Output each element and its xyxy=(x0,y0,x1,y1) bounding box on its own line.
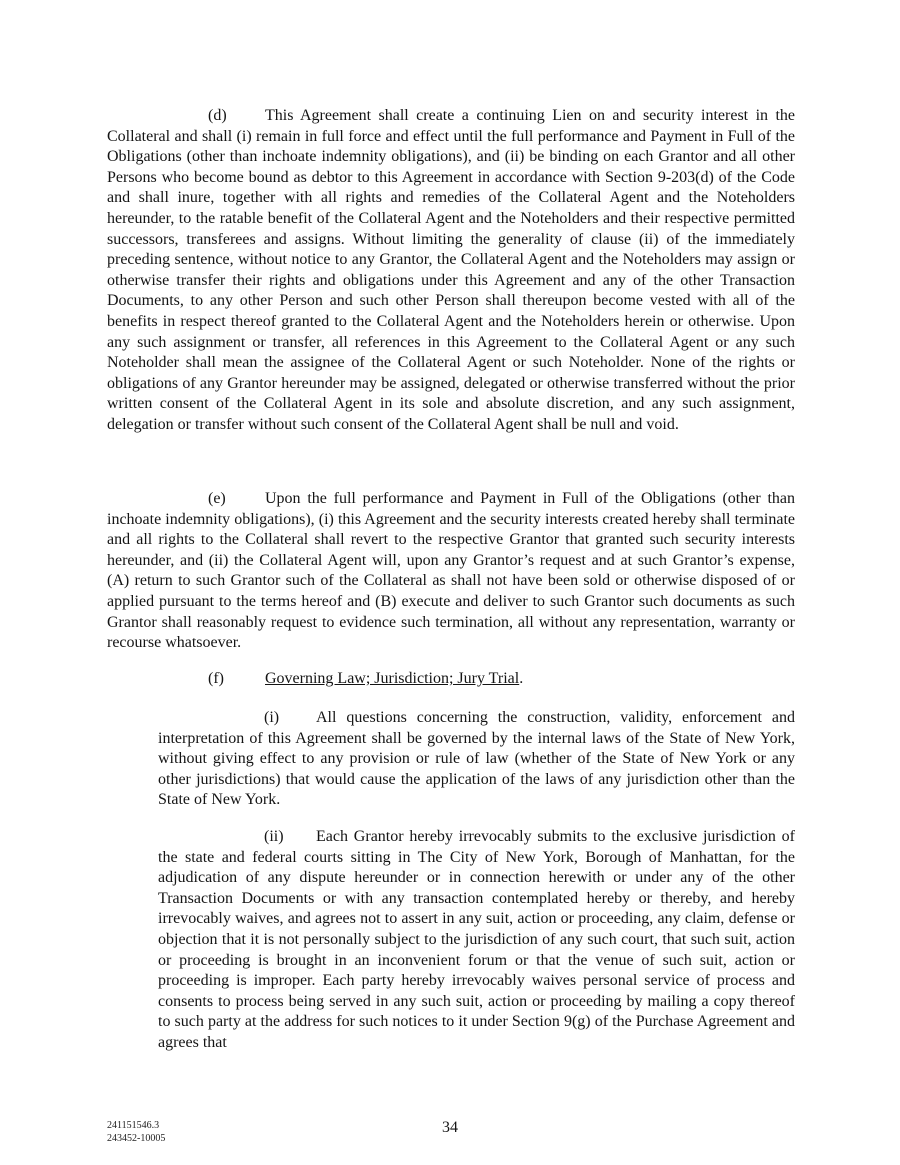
paragraph-f-heading xyxy=(208,669,798,690)
footer-doc-id-2: 243452-10005 xyxy=(107,1133,166,1144)
paragraph-f-i xyxy=(158,708,795,811)
footer-doc-id-1: 241151546.3 xyxy=(107,1120,160,1131)
paragraph-f-label: (f) xyxy=(208,670,224,687)
section-heading-period: . xyxy=(519,670,524,687)
paragraph-f-ii-label: (ii) xyxy=(264,828,284,845)
footer-document-ids xyxy=(107,1119,165,1145)
section-heading-governing-law: Governing Law; Jurisdiction; Jury Trial xyxy=(265,670,520,687)
paragraph-f-ii xyxy=(158,827,795,1054)
paragraph-f-i-text: All questions concerning the construction, validity, enforcement and interpretation of this Agreement shall be governed by the internal laws of the State of New York, without giving effect to any provision or rule of law (whether of the State of New York or any other jurisdictions) that would cause the application of the laws of any jurisdiction other than the State of New York. xyxy=(158,709,795,809)
paragraph-e xyxy=(107,489,795,654)
paragraph-d-label: (d) xyxy=(208,107,227,124)
paragraph-d-text: This Agreement shall create a continuing Lien on and security interest in the Collateral and shall (i) remain in full force and effect until the full performance and Payment in Full of the Obligations (other than inchoate indemnity obligations), and (ii) be binding on each Grantor and all other Persons who become bound as debtor to this Agreement in accordance with Section 9-203(d) of the Code and shall inure, together with all rights and remedies of the Collateral Agent and the Noteholders hereunder, to the ratable benefit of the Collateral Agent and the Noteholders and their respective permitted successors, transferees and assigns. Without limiting the generality of clause (ii) of the immediately preceding sentence, without notice to any Grantor, the Collateral Agent and the Noteholders may assign or otherwise transfer their rights and obligations under this Agreement and any of the other Transaction Documents, to any other Person and such other Person shall thereupon become vested with all of the benefits in respect thereof granted to the Collateral Agent and the Noteholders herein or otherwise. Upon any such assignment or transfer, all references in this Agreement to the Collateral Agent or any such Noteholder shall mean the assignee of the Collateral Agent or such Noteholder. None of the rights or obligations of any Grantor hereunder may be assigned, delegated or otherwise transferred without the prior written consent of the Collateral Agent in its sole and absolute discretion, and any such assignment, delegation or transfer without such consent of the Collateral Agent shall be null and void. xyxy=(107,107,795,433)
paragraph-d xyxy=(107,106,795,436)
paragraph-e-text: Upon the full performance and Payment in Full of the Obligations (other than inchoate indemnity obligations), (i) this Agreement and the security interests created hereby shall terminate and all rights to the Collateral shall revert to the respective Grantor that granted such security interests hereunder, and (ii) the Collateral Agent will, upon any Grantor’s request and at such Grantor’s expense, (A) return to such Grantor such of the Collateral as shall not have been sold or otherwise disposed of or applied pursuant to the terms hereof and (B) execute and deliver to such Grantor such documents as such Grantor shall reasonably request to evidence such termination, all without any representation, warranty or recourse whatsoever. xyxy=(107,490,795,652)
paragraph-f-ii-text: Each Grantor hereby irrevocably submits to the exclusive jurisdiction of the state and federal courts sitting in The City of New York, Borough of Manhattan, for the adjudication of any dispute hereunder or in connection herewith or under any of the other Transaction Documents or with any transaction contemplated hereby or thereby, and hereby irrevocably waives, and agrees not to assert in any suit, action or proceeding, any claim, defense or objection that it is not personally subject to the jurisdiction of any such court, that such suit, action or proceeding is brought in an inconvenient forum or that the venue of such suit, action or proceeding is improper. Each party hereby irrevocably waives personal service of process and consents to process being served in any such suit, action or proceeding by mailing a copy thereof to such party at the address for such notices to it under Section 9(g) of the Purchase Agreement and agrees that xyxy=(158,828,795,1051)
page-number: 34 xyxy=(442,1119,458,1136)
paragraph-e-label: (e) xyxy=(208,490,226,507)
paragraph-f-i-label: (i) xyxy=(264,709,280,726)
